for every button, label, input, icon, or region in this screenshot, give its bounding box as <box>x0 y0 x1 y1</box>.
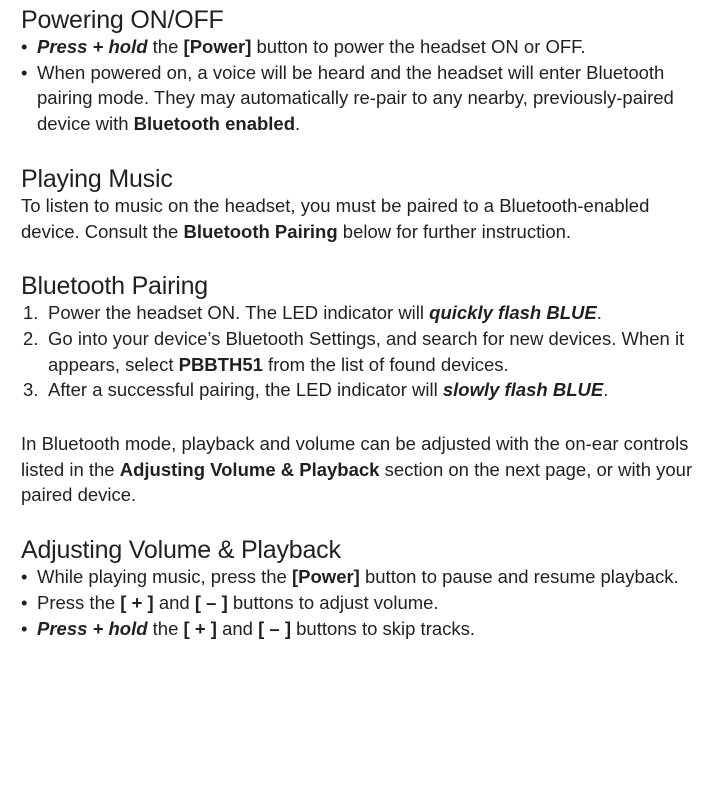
text-run: the <box>147 36 184 57</box>
text-run: the <box>147 617 184 639</box>
text-run: Power the headset ON. The LED indicator will <box>48 302 430 324</box>
text-run: buttons to skip tracks. <box>290 617 476 639</box>
bullet-marker: • <box>21 61 28 83</box>
manual-page <box>21 6 697 641</box>
bullet-marker: • <box>21 617 28 639</box>
minus-key-label: [ – ] <box>258 617 291 639</box>
pairing-section <box>21 272 697 403</box>
volume-section <box>21 536 697 641</box>
bold-text: Adjusting Volume & Playback <box>119 458 380 480</box>
pairing-step-3 <box>21 377 697 403</box>
emphasis-text: quickly flash BLUE <box>429 302 597 324</box>
text-run: In Bluetooth mode, playback and volume can be adjusted with the on-ear controls listed in the <box>21 433 689 480</box>
volume-bullet-1 <box>21 564 697 590</box>
step-number: 3. <box>23 379 39 401</box>
text-run: . <box>596 302 602 324</box>
emphasis-text: Press + hold <box>37 617 148 639</box>
text-run: from the list of found devices. <box>262 353 509 375</box>
text-run: section on the next page, or with your paired device. <box>21 458 693 506</box>
power-key-label: [Power] <box>183 36 252 57</box>
emphasis-text: slowly flash BLUE <box>442 379 604 401</box>
bluetooth-mode-section <box>21 431 697 508</box>
volume-bullet-3 <box>21 616 697 642</box>
text-run: below for further instruction. <box>337 220 572 242</box>
text-run: After a successful pairing, the LED indicator will <box>48 379 443 401</box>
bullet-marker: • <box>21 591 28 613</box>
text-run: . <box>603 379 609 401</box>
plus-key-label: [ + ] <box>183 617 217 639</box>
step-number: 1. <box>23 302 39 324</box>
text-run: and <box>153 591 195 613</box>
emphasis-text: Press + hold <box>37 36 148 57</box>
text-run: button to pause and resume playback. <box>359 566 679 588</box>
bluetooth-mode-paragraph <box>21 431 697 508</box>
power-key-label: [Power] <box>292 566 360 588</box>
powering-bullet-1 <box>21 34 697 60</box>
volume-heading: Adjusting Volume & Playback <box>21 536 341 565</box>
bold-text: Bluetooth enabled <box>133 113 296 135</box>
text-run: . <box>295 113 301 135</box>
powering-heading: Powering ON/OFF <box>21 6 224 34</box>
music-paragraph <box>21 193 697 244</box>
powering-bullet-2 <box>21 60 697 137</box>
bullet-marker: • <box>21 36 28 57</box>
model-number: PBBTH51 <box>178 353 263 375</box>
plus-key-label: [ + ] <box>120 591 154 613</box>
text-run: buttons to adjust volume. <box>227 591 439 613</box>
pairing-step-2 <box>21 326 697 377</box>
text-run: Press the <box>37 591 121 613</box>
text-run: and <box>216 617 259 639</box>
bullet-marker: • <box>21 566 28 588</box>
text-run: Go into your device’s Bluetooth Settings, and search for new devices. When it appears, select <box>48 327 685 375</box>
music-heading: Playing Music <box>21 164 173 193</box>
powering-list <box>21 34 697 137</box>
text-run: To listen to music on the headset, you must be paired to a Bluetooth-enabled device. Consult the <box>21 194 650 242</box>
minus-key-label: [ – ] <box>194 591 228 613</box>
pairing-steps <box>21 300 697 403</box>
music-section <box>21 165 697 244</box>
text-run: When powered on, a voice will be heard and the headset will enter Bluetooth pairing mode. They may automatically re-pair to any nearby, previously-paired device with <box>37 61 674 135</box>
pairing-heading: Bluetooth Pairing <box>21 272 209 301</box>
volume-list <box>21 564 697 641</box>
bold-text: Bluetooth Pairing <box>183 220 338 242</box>
volume-bullet-2 <box>21 590 697 616</box>
text-run: While playing music, press the <box>37 566 292 588</box>
step-number: 2. <box>23 327 39 349</box>
text-run: button to power the headset ON or OFF. <box>251 36 586 57</box>
pairing-step-1 <box>21 300 697 326</box>
powering-section <box>21 6 697 137</box>
